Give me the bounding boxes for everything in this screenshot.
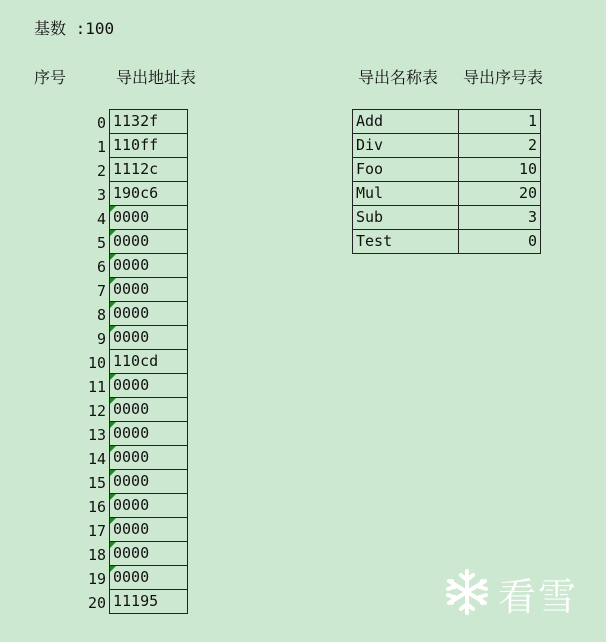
- table-row: [110, 566, 188, 590]
- export-name-cell[interactable]: Sub: [353, 206, 459, 230]
- row-index: 2: [96, 162, 106, 180]
- address-cell[interactable]: 0000: [110, 542, 188, 566]
- row-index: 7: [96, 282, 106, 300]
- table-row: [110, 398, 188, 422]
- address-cell[interactable]: 11195: [110, 590, 188, 614]
- address-cell[interactable]: 0000: [110, 278, 188, 302]
- export-ordinal-cell[interactable]: 3: [459, 206, 541, 230]
- address-cell[interactable]: 0000: [110, 254, 188, 278]
- row-index: 20: [87, 594, 106, 612]
- seq-header: 序号: [34, 68, 67, 87]
- table-row: [353, 230, 541, 254]
- address-table: [109, 109, 188, 614]
- row-index: 14: [87, 450, 106, 468]
- row-index: 17: [87, 522, 106, 540]
- address-cell[interactable]: 0000: [110, 230, 188, 254]
- address-cell[interactable]: 0000: [110, 374, 188, 398]
- table-row: [110, 470, 188, 494]
- row-index: 1: [96, 138, 106, 156]
- row-index: 15: [87, 474, 106, 492]
- address-cell[interactable]: 0000: [110, 518, 188, 542]
- table-row: [110, 254, 188, 278]
- address-cell[interactable]: 0000: [110, 326, 188, 350]
- table-row: [110, 494, 188, 518]
- address-cell[interactable]: 0000: [110, 470, 188, 494]
- table-row: [110, 230, 188, 254]
- name-table: [352, 109, 541, 254]
- table-row: [353, 110, 541, 134]
- table-row: [353, 206, 541, 230]
- table-row: [353, 134, 541, 158]
- address-cell[interactable]: 0000: [110, 422, 188, 446]
- row-index: 9: [96, 330, 106, 348]
- ordinal-table-header: 导出序号表: [463, 68, 544, 87]
- watermark-text: 看雪: [498, 575, 579, 619]
- table-row: [110, 446, 188, 470]
- address-table-header: 导出地址表: [116, 68, 197, 87]
- base-label: 基数 :100: [34, 19, 115, 38]
- row-index: 19: [87, 570, 106, 588]
- export-name-cell[interactable]: Div: [353, 134, 459, 158]
- address-cell[interactable]: 0000: [110, 446, 188, 470]
- row-index: 4: [96, 210, 106, 228]
- table-row: [110, 374, 188, 398]
- export-name-cell[interactable]: Foo: [353, 158, 459, 182]
- row-index: 18: [87, 546, 106, 564]
- address-cell[interactable]: 0000: [110, 206, 188, 230]
- row-index: 16: [87, 498, 106, 516]
- table-row: [110, 302, 188, 326]
- row-index: 12: [87, 402, 106, 420]
- address-cell[interactable]: 1132f: [110, 110, 188, 134]
- table-row: [110, 542, 188, 566]
- table-row: [110, 206, 188, 230]
- export-name-cell[interactable]: Mul: [353, 182, 459, 206]
- address-cell[interactable]: 110cd: [110, 350, 188, 374]
- export-ordinal-cell[interactable]: 20: [459, 182, 541, 206]
- export-ordinal-cell[interactable]: 1: [459, 110, 541, 134]
- table-row: [110, 350, 188, 374]
- address-cell[interactable]: 0000: [110, 302, 188, 326]
- table-row: [110, 110, 188, 134]
- address-cell[interactable]: 0000: [110, 398, 188, 422]
- table-row: [110, 326, 188, 350]
- export-name-cell[interactable]: Test: [353, 230, 459, 254]
- row-index: 0: [96, 114, 106, 132]
- table-row: [353, 158, 541, 182]
- table-row: [110, 590, 188, 614]
- address-cell[interactable]: 190c6: [110, 182, 188, 206]
- export-ordinal-cell[interactable]: 0: [459, 230, 541, 254]
- snowflake-icon: [442, 567, 492, 621]
- row-index: 3: [96, 186, 106, 204]
- row-index: 8: [96, 306, 106, 324]
- table-row: [110, 134, 188, 158]
- export-ordinal-cell[interactable]: 10: [459, 158, 541, 182]
- row-index: 6: [96, 258, 106, 276]
- export-name-cell[interactable]: Add: [353, 110, 459, 134]
- row-index: 5: [96, 234, 106, 252]
- address-cell[interactable]: 0000: [110, 566, 188, 590]
- export-ordinal-cell[interactable]: 2: [459, 134, 541, 158]
- address-cell[interactable]: 0000: [110, 494, 188, 518]
- table-row: [110, 182, 188, 206]
- name-table-header: 导出名称表: [358, 68, 439, 87]
- watermark: [442, 566, 578, 621]
- address-cell[interactable]: 110ff: [110, 134, 188, 158]
- table-row: [110, 158, 188, 182]
- row-index: 13: [87, 426, 106, 444]
- table-row: [110, 278, 188, 302]
- table-row: [110, 518, 188, 542]
- address-cell[interactable]: 1112c: [110, 158, 188, 182]
- table-row: [353, 182, 541, 206]
- table-row: [110, 422, 188, 446]
- row-index: 10: [87, 354, 106, 372]
- row-index: 11: [87, 378, 106, 396]
- index-column: [70, 110, 106, 614]
